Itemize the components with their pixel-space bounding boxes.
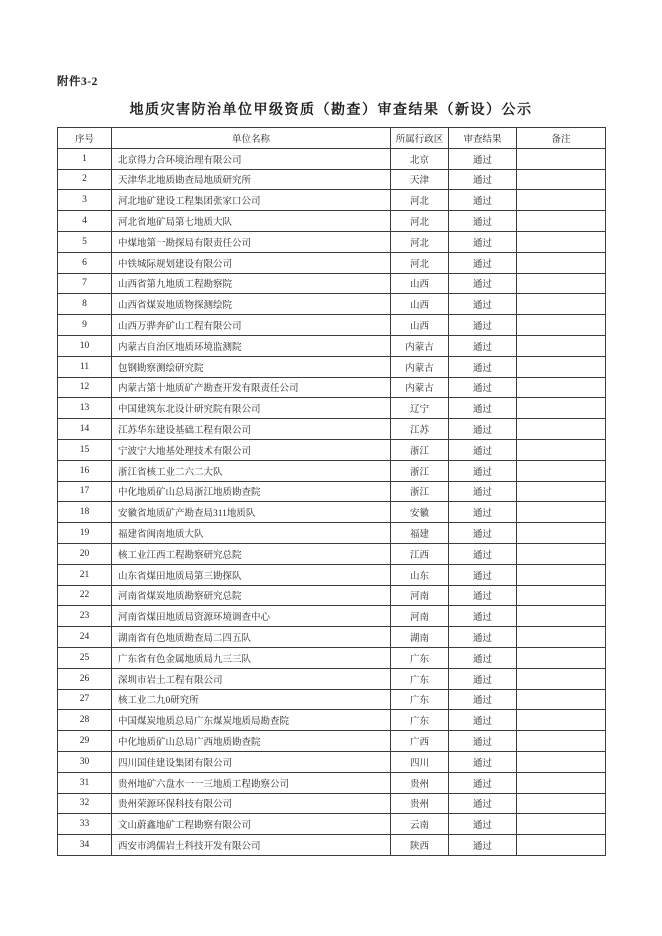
result-cell: 通过 <box>449 211 517 232</box>
remark-cell <box>517 294 606 315</box>
unit-name-cell: 核工业江西工程勘察研究总院 <box>112 543 391 564</box>
remark-cell <box>517 231 606 252</box>
unit-name-cell: 北京得力合环境治理有限公司 <box>112 148 391 169</box>
unit-name-cell: 四川国佳建设集团有限公司 <box>112 751 391 772</box>
table-row <box>58 252 606 273</box>
row-number-cell: 18 <box>58 502 112 523</box>
remark-cell <box>517 356 606 377</box>
unit-name-cell: 江苏华东建设基础工程有限公司 <box>112 419 391 440</box>
unit-name-cell: 内蒙古自治区地质环境监测院 <box>112 335 391 356</box>
table-row <box>58 793 606 814</box>
result-cell: 通过 <box>449 647 517 668</box>
col-header-name: 单位名称 <box>112 128 391 149</box>
remark-cell <box>517 335 606 356</box>
unit-name-cell: 河南省煤田地质局资源环境调查中心 <box>112 606 391 627</box>
row-number-cell: 1 <box>58 148 112 169</box>
result-cell: 通过 <box>449 294 517 315</box>
remark-cell <box>517 481 606 502</box>
result-cell: 通过 <box>449 169 517 190</box>
remark-cell <box>517 398 606 419</box>
result-cell: 通过 <box>449 710 517 731</box>
row-number-cell: 8 <box>58 294 112 315</box>
region-cell: 北京 <box>391 148 449 169</box>
remark-cell <box>517 190 606 211</box>
table-row <box>58 419 606 440</box>
table-row <box>58 606 606 627</box>
region-cell: 陕西 <box>391 835 449 856</box>
unit-name-cell: 河南省煤炭地质勘察研究总院 <box>112 585 391 606</box>
unit-name-cell: 浙江省核工业二六二大队 <box>112 460 391 481</box>
table-row <box>58 335 606 356</box>
remark-cell <box>517 606 606 627</box>
row-number-cell: 16 <box>58 460 112 481</box>
remark-cell <box>517 419 606 440</box>
unit-name-cell: 山西省煤炭地质物探测绘院 <box>112 294 391 315</box>
remark-cell <box>517 751 606 772</box>
result-cell: 通过 <box>449 460 517 481</box>
result-cell: 通过 <box>449 835 517 856</box>
region-cell: 天津 <box>391 169 449 190</box>
remark-cell <box>517 460 606 481</box>
result-cell: 通过 <box>449 814 517 835</box>
remark-cell <box>517 564 606 585</box>
table-row <box>58 439 606 460</box>
region-cell: 山东 <box>391 564 449 585</box>
region-cell: 广东 <box>391 689 449 710</box>
unit-name-cell: 广东省有色金属地质局九三三队 <box>112 647 391 668</box>
region-cell: 河北 <box>391 190 449 211</box>
table-row <box>58 668 606 689</box>
unit-name-cell: 核工业二九0研究所 <box>112 689 391 710</box>
remark-cell <box>517 211 606 232</box>
row-number-cell: 27 <box>58 689 112 710</box>
result-cell: 通过 <box>449 689 517 710</box>
remark-cell <box>517 439 606 460</box>
row-number-cell: 7 <box>58 273 112 294</box>
table-row <box>58 751 606 772</box>
result-cell: 通过 <box>449 668 517 689</box>
result-cell: 通过 <box>449 523 517 544</box>
remark-cell <box>517 273 606 294</box>
region-cell: 山西 <box>391 294 449 315</box>
result-cell: 通过 <box>449 252 517 273</box>
unit-name-cell: 中煤地第一勘探局有限责任公司 <box>112 231 391 252</box>
remark-cell <box>517 710 606 731</box>
table-row <box>58 710 606 731</box>
row-number-cell: 19 <box>58 523 112 544</box>
row-number-cell: 21 <box>58 564 112 585</box>
region-cell: 山西 <box>391 273 449 294</box>
region-cell: 河北 <box>391 252 449 273</box>
unit-name-cell: 山西万骅奔矿山工程有限公司 <box>112 315 391 336</box>
result-cell: 通过 <box>449 419 517 440</box>
table-row <box>58 523 606 544</box>
row-number-cell: 17 <box>58 481 112 502</box>
remark-cell <box>517 772 606 793</box>
table-row <box>58 647 606 668</box>
result-cell: 通过 <box>449 502 517 523</box>
region-cell: 内蒙古 <box>391 356 449 377</box>
row-number-cell: 3 <box>58 190 112 211</box>
row-number-cell: 15 <box>58 439 112 460</box>
page-title: 地质灾害防治单位甲级资质（勘查）审查结果（新设）公示 <box>129 103 533 118</box>
table-row <box>58 294 606 315</box>
attachment-label: 附件3-2 <box>57 76 98 88</box>
region-cell: 浙江 <box>391 460 449 481</box>
region-cell: 广东 <box>391 647 449 668</box>
region-cell: 江西 <box>391 543 449 564</box>
col-header-no: 序号 <box>58 128 112 149</box>
region-cell: 云南 <box>391 814 449 835</box>
remark-cell <box>517 689 606 710</box>
result-cell: 通过 <box>449 793 517 814</box>
unit-name-cell: 安徽省地质矿产勘查局311地质队 <box>112 502 391 523</box>
remark-cell <box>517 814 606 835</box>
row-number-cell: 12 <box>58 377 112 398</box>
region-cell: 河南 <box>391 606 449 627</box>
region-cell: 内蒙古 <box>391 377 449 398</box>
table-row <box>58 211 606 232</box>
unit-name-cell: 河北地矿建设工程集团张家口公司 <box>112 190 391 211</box>
row-number-cell: 10 <box>58 335 112 356</box>
unit-name-cell: 山东省煤田地质局第三勘探队 <box>112 564 391 585</box>
unit-name-cell: 内蒙古第十地质矿产勘查开发有限责任公司 <box>112 377 391 398</box>
unit-name-cell: 中国建筑东北设计研究院有限公司 <box>112 398 391 419</box>
region-cell: 浙江 <box>391 439 449 460</box>
row-number-cell: 23 <box>58 606 112 627</box>
table-row <box>58 627 606 648</box>
unit-name-cell: 贵州地矿六盘水一一三地质工程勘察公司 <box>112 772 391 793</box>
unit-name-cell: 河北省地矿局第七地质大队 <box>112 211 391 232</box>
row-number-cell: 6 <box>58 252 112 273</box>
row-number-cell: 2 <box>58 169 112 190</box>
result-cell: 通过 <box>449 585 517 606</box>
table-row <box>58 273 606 294</box>
table-row <box>58 689 606 710</box>
row-number-cell: 11 <box>58 356 112 377</box>
result-cell: 通过 <box>449 398 517 419</box>
table-row <box>58 502 606 523</box>
region-cell: 贵州 <box>391 793 449 814</box>
region-cell: 贵州 <box>391 772 449 793</box>
table-row <box>58 772 606 793</box>
remark-cell <box>517 731 606 752</box>
table-row <box>58 481 606 502</box>
unit-name-cell: 福建省闽南地质大队 <box>112 523 391 544</box>
unit-name-cell: 山西省第九地质工程勘察院 <box>112 273 391 294</box>
unit-name-cell: 文山蔚鑫地矿工程勘察有限公司 <box>112 814 391 835</box>
region-cell: 广东 <box>391 710 449 731</box>
region-cell: 河北 <box>391 231 449 252</box>
results-table <box>57 127 606 856</box>
table-row <box>58 460 606 481</box>
table-row <box>58 231 606 252</box>
table-row <box>58 377 606 398</box>
row-number-cell: 25 <box>58 647 112 668</box>
remark-cell <box>517 585 606 606</box>
result-cell: 通过 <box>449 627 517 648</box>
row-number-cell: 22 <box>58 585 112 606</box>
unit-name-cell: 中化地质矿山总局广西地质勘查院 <box>112 731 391 752</box>
remark-cell <box>517 315 606 336</box>
table-row <box>58 169 606 190</box>
row-number-cell: 32 <box>58 793 112 814</box>
remark-cell <box>517 793 606 814</box>
unit-name-cell: 中化地质矿山总局浙江地质勘查院 <box>112 481 391 502</box>
result-cell: 通过 <box>449 606 517 627</box>
row-number-cell: 34 <box>58 835 112 856</box>
result-cell: 通过 <box>449 377 517 398</box>
region-cell: 浙江 <box>391 481 449 502</box>
region-cell: 广东 <box>391 668 449 689</box>
table-row <box>58 564 606 585</box>
remark-cell <box>517 543 606 564</box>
remark-cell <box>517 835 606 856</box>
region-cell: 湖南 <box>391 627 449 648</box>
remark-cell <box>517 523 606 544</box>
region-cell: 福建 <box>391 523 449 544</box>
result-cell: 通过 <box>449 148 517 169</box>
row-number-cell: 24 <box>58 627 112 648</box>
unit-name-cell: 天津华北地质勘查局地质研究所 <box>112 169 391 190</box>
region-cell: 河南 <box>391 585 449 606</box>
unit-name-cell: 包钢勘察测绘研究院 <box>112 356 391 377</box>
region-cell: 山西 <box>391 315 449 336</box>
table-row <box>58 814 606 835</box>
table-row <box>58 190 606 211</box>
region-cell: 广西 <box>391 731 449 752</box>
row-number-cell: 33 <box>58 814 112 835</box>
table-row <box>58 398 606 419</box>
result-cell: 通过 <box>449 335 517 356</box>
col-header-remark: 备注 <box>517 128 606 149</box>
table-row <box>58 356 606 377</box>
result-cell: 通过 <box>449 273 517 294</box>
table-row <box>58 835 606 856</box>
unit-name-cell: 宁波宁大地基处理技术有限公司 <box>112 439 391 460</box>
table-row <box>58 585 606 606</box>
row-number-cell: 20 <box>58 543 112 564</box>
result-cell: 通过 <box>449 231 517 252</box>
unit-name-cell: 中铁城际规划建设有限公司 <box>112 252 391 273</box>
row-number-cell: 28 <box>58 710 112 731</box>
unit-name-cell: 贵州荣源环保科技有限公司 <box>112 793 391 814</box>
unit-name-cell: 中国煤炭地质总局广东煤炭地质局勘查院 <box>112 710 391 731</box>
remark-cell <box>517 668 606 689</box>
remark-cell <box>517 647 606 668</box>
result-cell: 通过 <box>449 481 517 502</box>
result-cell: 通过 <box>449 564 517 585</box>
remark-cell <box>517 502 606 523</box>
unit-name-cell: 深圳市岩土工程有限公司 <box>112 668 391 689</box>
region-cell: 河北 <box>391 211 449 232</box>
remark-cell <box>517 377 606 398</box>
row-number-cell: 30 <box>58 751 112 772</box>
table-row <box>58 315 606 336</box>
remark-cell <box>517 169 606 190</box>
table-row <box>58 731 606 752</box>
row-number-cell: 14 <box>58 419 112 440</box>
remark-cell <box>517 148 606 169</box>
region-cell: 四川 <box>391 751 449 772</box>
row-number-cell: 31 <box>58 772 112 793</box>
unit-name-cell: 湖南省有色地质勘查局二四五队 <box>112 627 391 648</box>
region-cell: 安徽 <box>391 502 449 523</box>
col-header-region: 所属行政区 <box>391 128 449 149</box>
result-cell: 通过 <box>449 751 517 772</box>
table-row <box>58 148 606 169</box>
remark-cell <box>517 627 606 648</box>
result-cell: 通过 <box>449 439 517 460</box>
row-number-cell: 26 <box>58 668 112 689</box>
result-cell: 通过 <box>449 772 517 793</box>
row-number-cell: 4 <box>58 211 112 232</box>
row-number-cell: 9 <box>58 315 112 336</box>
table-body <box>58 148 606 855</box>
unit-name-cell: 西安市鸿儒岩土科技开发有限公司 <box>112 835 391 856</box>
row-number-cell: 5 <box>58 231 112 252</box>
row-number-cell: 29 <box>58 731 112 752</box>
remark-cell <box>517 252 606 273</box>
table-row <box>58 543 606 564</box>
table-header-row <box>58 128 606 149</box>
result-cell: 通过 <box>449 356 517 377</box>
region-cell: 江苏 <box>391 419 449 440</box>
region-cell: 内蒙古 <box>391 335 449 356</box>
row-number-cell: 13 <box>58 398 112 419</box>
region-cell: 辽宁 <box>391 398 449 419</box>
result-cell: 通过 <box>449 190 517 211</box>
result-cell: 通过 <box>449 543 517 564</box>
col-header-result: 审查结果 <box>449 128 517 149</box>
result-cell: 通过 <box>449 731 517 752</box>
result-cell: 通过 <box>449 315 517 336</box>
